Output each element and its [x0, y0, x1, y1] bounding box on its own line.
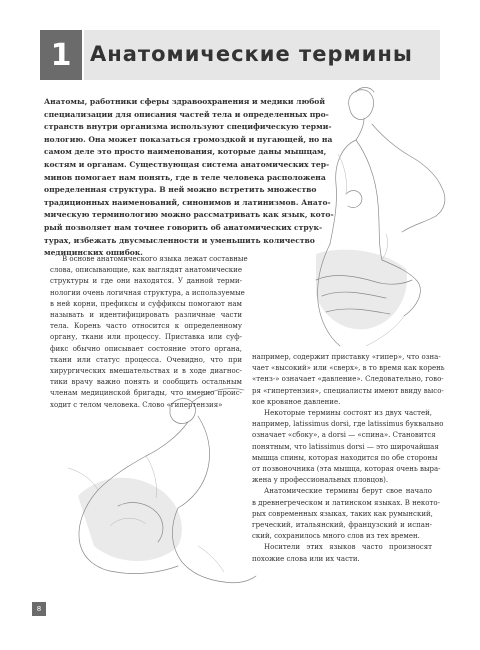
text-line: ский, сохранилось много слов из тех времен.	[252, 532, 420, 541]
chapter-number: 1	[40, 30, 82, 80]
text-line: фикс обычно описывает состояние этого органа,	[50, 344, 242, 353]
intro-line: турах, избежать двусмысленности и уменьшить количество	[44, 235, 315, 245]
text-line: похожие слова или их части.	[252, 554, 360, 563]
text-line: рых современных языках, таких как румынский,	[252, 509, 433, 518]
intro-line: самом деле это просто наименования, которые даны мышцам,	[44, 147, 327, 157]
text-line: ря «гипертензия», специалисты имеют ввиду высо-	[252, 386, 444, 395]
text-line: в ней корни, префиксы и суффиксы помогают нам	[50, 299, 242, 308]
intro-line: медицинских ошибок.	[44, 248, 143, 258]
text-line: кое кровяное давление.	[252, 397, 341, 406]
intro-line: специализации для описания частей тела и определенных про-	[44, 109, 329, 119]
text-line: называть и идентифицировать различные части	[50, 311, 242, 320]
body-column-left	[50, 254, 248, 411]
text-line: ткани или статус процесса. Очевидно, что при	[50, 355, 242, 364]
text-line: хирургических вмешательствах и в ходе диагнос-	[50, 367, 242, 376]
intro-line: традиционных наименований, синонимов и латинизмов. Анато-	[44, 197, 331, 207]
text-line: органу, ткани или процессу. Приставка или суф-	[50, 333, 242, 342]
chapter-title: Анатомические термины	[90, 42, 413, 66]
intro-line: минов помогает нам понять, где в теле человека расположена	[44, 172, 326, 182]
text-line: означает «сбоку», а dorsi — «спина». Становится	[252, 431, 436, 440]
text-line: членам медицинской бригады, что именно проис-	[50, 389, 242, 398]
text-line: Анатомические термины берут свое начало	[264, 487, 432, 496]
intro-line: нологию. Она может показаться громоздкой и пугающей, но на	[44, 134, 333, 144]
text-line: Некоторые термины состоят из двух частей,	[264, 409, 432, 418]
text-line: слова, описывающие, как выглядят анатомические	[50, 266, 242, 275]
intro-line: определенная структура. В ней можно встретить множество	[44, 185, 317, 195]
text-line: ходит с телом человека. Слово «гипертензия»	[50, 400, 223, 409]
intro-line: рый позволяет нам точнее говорить об анатомических струк-	[44, 222, 323, 232]
text-line: например, latissimus dorsi, где latissimus буквально	[252, 420, 444, 429]
text-line: нологии очень логичная структура, а используемые	[50, 288, 245, 297]
intro-paragraph	[44, 96, 334, 260]
text-line: чает «высокий» или «сверх», в то время как корень	[252, 364, 445, 373]
intro-line: костям и органам. Существующая система анатомических тер-	[44, 159, 330, 169]
intro-line: мическую терминологию можно рассматривать как язык, кото-	[44, 210, 334, 220]
text-line: понятным, что latissimus dorsi — это широчайшая	[252, 442, 439, 451]
text-line: структуры и где они находятся. У данной терми-	[50, 277, 242, 286]
text-line: например, содержит приставку «гипер», что озна-	[252, 353, 441, 361]
text-line: тики врачу важно понять и сообщить остальным	[50, 378, 242, 387]
text-line: тела. Корень часто относится к определенному	[50, 322, 242, 331]
text-line: мышца спины, которая находится по обе стороны	[252, 453, 438, 462]
text-line: «тенз-» означает «давление». Следовательно, гово-	[252, 375, 444, 384]
text-line: В основе анатомического языка лежат составные	[62, 255, 248, 263]
text-line: Носители этих языков часто произносят	[264, 543, 432, 552]
text-line: греческий, итальянский, французский и испан-	[252, 521, 432, 530]
intro-line: странств внутри организма используют специфическую терми-	[44, 122, 332, 132]
text-line: от позвоночника (эта мышца, которая очень выра-	[252, 465, 441, 474]
text-line: жена у профессиональных пловцов).	[252, 476, 389, 485]
body-column-right	[252, 352, 445, 565]
text-line: в древнегреческом и латинском языках. В некото-	[252, 498, 440, 507]
intro-line: Анатомы, работники сферы здравоохранения и медики любой	[44, 97, 326, 106]
page-number: 8	[32, 602, 46, 616]
